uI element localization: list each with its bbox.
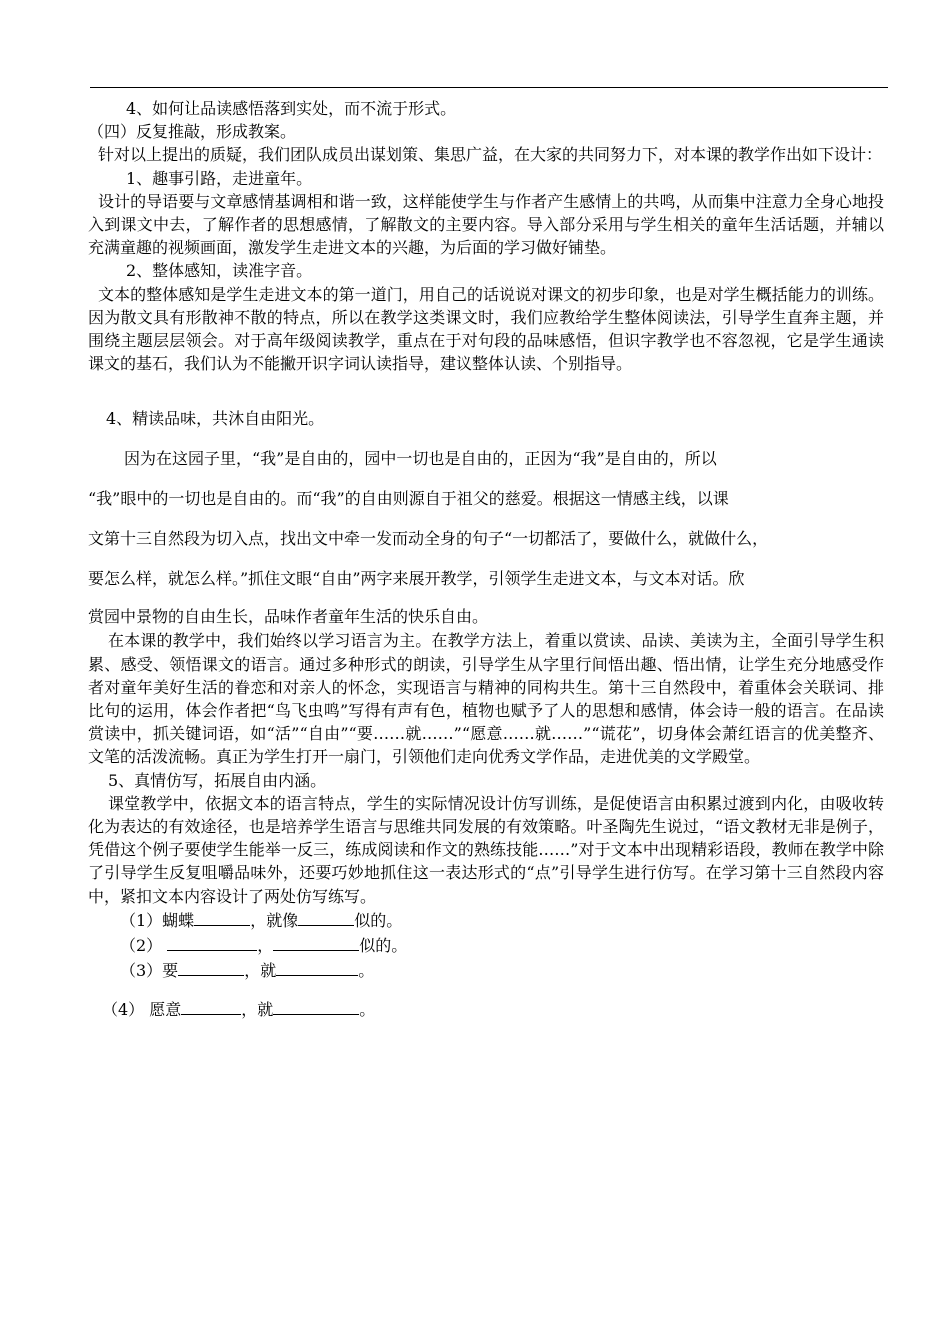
fill-blank[interactable]: [178, 959, 244, 976]
fill-blank[interactable]: [273, 998, 359, 1015]
fill-text: ，就: [244, 960, 277, 980]
paragraph-5: 课堂教学中，依据文本的语言特点，学生的实际情况设计仿写训练，是促使语言由积累过渡到内化，由吸收转化为表达的有效途径，也是培养学生语言与思维共同发展的有效策略。叶圣陶先生说过，“语文教材无非是例子，凭借这个例子要使学生能举一反三，练成阅读和作文的熟练技能……”对于文本中出现精彩语段，教师在教学中除了引导学生反复咀嚼品味外，还要巧妙地抓住这一表达形式的“点”引导学生进行仿写。在学习第十三自然段内容中，紧扣文本内容设计了两处仿写练写。: [88, 793, 884, 906]
paragraph-4a-line: 赏园中景物的自由生长，品味作者童年生活的快乐自由。: [88, 607, 489, 627]
fill-blank[interactable]: [194, 909, 250, 926]
heading-5: 5、真情仿写，拓展自由内涵。: [108, 770, 327, 790]
fill-exercise-1: [88, 908, 884, 933]
paragraph-2: 文本的整体感知是学生走进文本的第一道门，用自己的话说说对课文的初步印象，也是对学生概括能力的训练。因为散文具有形散神不散的特点，所以在教学这类课文时，我们应教给学生整体阅读法，引导学生直奔主题，并围绕主题层层领会。对于高年级阅读教学，重点在于对句段的品味感悟，但识字教学也不容忽视，它是学生通读课文的基石，我们认为不能撇开识字词认读指导，建议整体认读、个别指导。: [88, 284, 884, 374]
heading-4: 4、精读品味，共沐自由阳光。: [106, 409, 325, 429]
paragraph-4a: [88, 439, 884, 629]
fill-text: （4） 愿意: [102, 999, 182, 1019]
paragraph-1: 设计的导语要与文章感情基调相和谐一致，这样能使学生与作者产生感情上的共鸣，从而集中注意力全身心地投入到课文中去，了解作者的思想感情，了解散文的主要内容。导入部分采用与学生相关的童年生活话题，并辅以充满童趣的视频画面，激发学生走进文本的兴趣，为后面的学习做好铺垫。: [88, 191, 884, 258]
fill-blank[interactable]: [298, 909, 354, 926]
fill-text: 似的。: [354, 910, 403, 930]
paragraph-4b: 在本课的教学中，我们始终以学习语言为主。在教学方法上，着重以赏读、品读、美读为主，全面引导学生积累、感受、领悟课文的语言。通过多种形式的朗读，引导学生从字里行间悟出趣、悟出情，让学生充分地感受作者对童年美好生活的眷恋和对亲人的怀念，实现语言与精神的同构共生。第十三自然段中，着重体会关联词、排比句的运用，体会作者把“鸟飞虫鸣”写得有声有色，植物也赋予了人的思想和感情，体会诗一般的语言。在品读赏读中，抓关键词语，如“活”“自由”“要……就……”“愿意……就……”“谎花”，切身体会萧红语言的优美整齐、文笔的活泼流畅。真正为学生打开一扇门，引领他们走向优秀文学作品，走进优美的文学殿堂。: [88, 631, 884, 767]
fill-text: 似的。: [359, 935, 408, 955]
document-body: [88, 97, 884, 1022]
paragraph-item4: 4、如何让品读感悟落到实处，而不流于形式。: [126, 99, 457, 118]
fill-blank[interactable]: [181, 998, 241, 1015]
fill-blank[interactable]: [273, 934, 359, 951]
fill-exercise-2: [88, 933, 884, 958]
fill-text: 。: [359, 999, 376, 1019]
heading-1: 1、趣事引路，走进童年。: [126, 168, 313, 188]
paragraph-intro: 针对以上提出的质疑，我们团队成员出谋划策、集思广益，在大家的共同努力下，对本课的教学作出如下设计：: [98, 145, 883, 165]
fill-text: ，: [257, 935, 274, 955]
fill-exercise-4: [88, 997, 884, 1022]
fill-text: 。: [358, 960, 375, 980]
paragraph-4a-line: 要怎么样，就怎么样。”抓住文眼“自由”两字来展开教学，引领学生走进文本，与文本对话。欣: [88, 569, 745, 589]
fill-text: ，就像: [250, 910, 299, 930]
fill-exercise-3: [88, 958, 884, 983]
fill-text: ，就: [241, 999, 274, 1019]
fill-text: （1）蝴蝶: [120, 910, 195, 930]
paragraph-4a-line: “我”眼中的一切也是自由的。而“我”的自由则源自于祖父的慈爱。根据这一情感主线，以课: [88, 489, 729, 509]
fill-text: （2）: [120, 935, 168, 955]
heading-2: 2、整体感知，读准字音。: [126, 261, 313, 281]
fill-blank[interactable]: [167, 934, 257, 951]
fill-blank[interactable]: [276, 959, 358, 976]
header-rule: [90, 87, 888, 88]
fill-text: （3）要: [120, 960, 179, 980]
paragraph-4a-line: 因为在这园子里，“我”是自由的，园中一切也是自由的，正因为“我”是自由的，所以: [124, 449, 717, 469]
section-heading-4: （四）反复推敲，形成教案。: [88, 122, 297, 142]
paragraph-4a-line: 文第十三自然段为切入点，找出文中牵一发而动全身的句子“一切都活了，要做什么，就做什么，: [88, 529, 769, 549]
